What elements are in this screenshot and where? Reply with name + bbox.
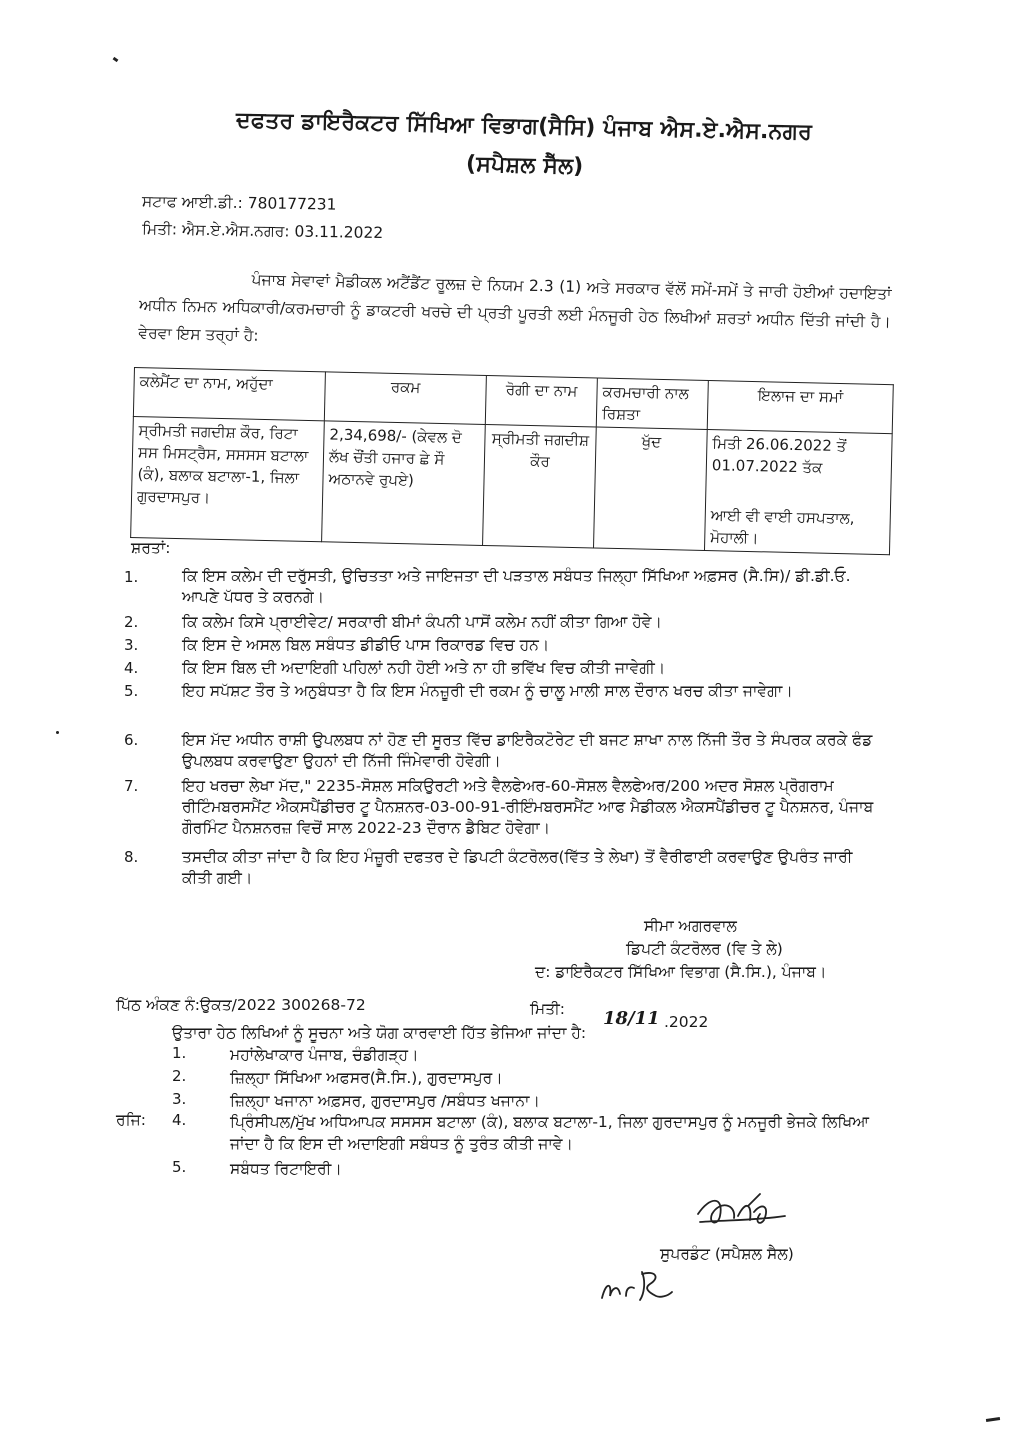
claimant-cell: ਸ੍ਰੀਮਤੀ ਜਗਦੀਸ਼ ਕੌਰ, ਰਿਟਾ ਸਸ ਮਿਸਟ੍ਰੈਸ, ਸਸਸਸ ਬਟਾਲਾ (ਕੰ), ਬਲਾਕ ਬਟਾਲਾ-1, ਜਿਲਾ ਗੁਰਦਾਸਪੁਰ।: [131, 416, 325, 541]
condition-text: ਕਿ ਇਸ ਬਿਲ ਦੀ ਅਦਾਇਗੀ ਪਹਿਲਾਂ ਨਹੀ ਹੋਈ ਅਤੇ ਨਾ ਹੀ ਭਵਿੱਖ ਵਿਚ ਕੀਤੀ ਜਾਵੇਗੀ।: [182, 659, 666, 677]
condition-number: 7.: [124, 777, 139, 795]
patient-cell: ਸ੍ਰੀਮਤੀ ਜਗਦੀਸ਼ ਕੌਰ: [483, 424, 597, 547]
recipient-number: 5.: [172, 1158, 187, 1176]
condition-text: ਤਸਦੀਕ ਕੀਤਾ ਜਾਂਦਾ ਹੈ ਕਿ ਇਹ ਮੰਜ਼ੂਰੀ ਦਫਤਰ ਦੇ ਡਿਪਟੀ ਕੰਟਰੋਲਰ(ਵਿੱਤ ਤੇ ਲੇਖਾ) ਤੋਂ ਵੈਰੀਫਾਈ ਕਰਵਾਉਣ ਉਪਰੰਤ ਜਾਰੀ ਕੀਤੀ ਗਈ।: [182, 848, 853, 887]
intro-paragraph: ਪੰਜਾਬ ਸੇਵਾਵਾਂ ਮੈਡੀਕਲ ਅਟੈਂਡੈਂਟ ਰੂਲਜ਼ ਦੇ ਨਿਯਮ 2.3 (1) ਅਤੇ ਸਰਕਾਰ ਵੱਲੋਂ ਸਮੇਂ-ਸਮੇਂ ਤੇ ਜਾਰੀ ਹੋਈਆਂ ਹਦਾਇਤਾਂ ਅਧੀਨ ਨਿਮਨ ਅਧਿਕਾਰੀ/ਕਰਮਚਾਰੀ ਨੂੰ ਡਾਕਟਰੀ ਖਰਚੇ ਦੀ ਪ੍ਰਤੀ ਪੂਰਤੀ ਲਈ ਮੰਨਜੂਰੀ ਹੇਠ ਲਿਖੀਆਂ ਸ਼ਰਤਾਂ ਅਧੀਨ ਦਿੱਤੀ ਜਾਂਦੀ ਹੈ। ਵੇਰਵਾ ਇਸ ਤਰ੍ਹਾਂ ਹੈ:: [138, 270, 892, 345]
header-claimant: ਕਲੇਮੈਂਟ ਦਾ ਨਾਮ, ਅਹੁੱਦਾ: [133, 368, 325, 421]
condition-number: 8.: [124, 848, 139, 866]
superintendent-title: ਸੁਪਰਡੰਟ (ਸਪੈਸ਼ਲ ਸੈਲ): [660, 1245, 794, 1263]
staff-id: ਸਟਾਫ ਆਈ.ਡੀ.: 780177231: [141, 192, 337, 214]
endorsement-date-year: .2022: [664, 1013, 709, 1031]
header-patient: ਰੋਗੀ ਦਾ ਨਾਮ: [485, 375, 597, 427]
table-row: [131, 416, 893, 554]
condition-text: ਇਸ ਮੱਦ ਅਧੀਨ ਰਾਸ਼ੀ ਉਪਲਬਧ ਨਾਂ ਹੋਣ ਦੀ ਸੂਰਤ ਵਿੱਚ ਡਾਇਰੈਕਟੋਰੇਟ ਦੀ ਬਜਟ ਸ਼ਾਖਾ ਨਾਲ ਨਿੱਜੀ ਤੌਰ ਤੇ ਸੰਪਰਕ ਕਰਕੇ ਫੰਡ ਉਪਲਬਧ ਕਰਵਾਉਣਾ ਉਹਨਾਂ ਦੀ ਨਿੱਜੀ ਜਿੰਮੇਵਾਰੀ ਹੋਵੇਗੀ।: [182, 731, 873, 770]
page-title: ਦਫਤਰ ਡਾਇਰੈਕਟਰ ਸਿੱਖਿਆ ਵਿਭਾਗ(ਸੈਸਿ) ਪੰਜਾਬ ਐਸ.ਏ.ਐਸ.ਨਗਰ: [235, 107, 813, 146]
treatment-period: ਮਿਤੀ 26.06.2022 ਤੋਂ 01.07.2022 ਤੱਕ: [711, 434, 847, 477]
amount-cell: 2,34,698/- (ਕੇਵਲ ਦੋ ਲੱਖ ਚੌਂਤੀ ਹਜਾਰ ਛੇ ਸੌ ਅਠਾਨਵੇ ਰੁਪਏ): [322, 421, 486, 546]
endorsement-date-handwritten: 18/11: [603, 1008, 660, 1029]
condition-text: ਕਿ ਇਸ ਦੇ ਅਸਲ ਬਿਲ ਸਬੰਧਤ ਡੀਡੀਓ ਪਾਸ ਰਿਕਾਰਡ ਵਿਚ ਹਨ।: [182, 636, 550, 654]
page-subtitle: (ਸਪੈਸ਼ਲ ਸੈੱਲ): [465, 151, 584, 180]
condition-number: 6.: [124, 731, 139, 749]
recipient-text: ਪ੍ਰਿੰਸੀਪਲ/ਮੁੱਖ ਅਧਿਆਪਕ ਸਸਸਸ ਬਟਾਲਾ (ਕੰ), ਬਲਾਕ ਬਟਾਲਾ-1, ਜਿਲਾ ਗੁਰਦਾਸਪੁਰ ਨੂੰ ਮਨਜੂਰੀ ਭੇਜਕੇ ਲਿਖਿਆ ਜਾਂਦਾ ਹੈ ਕਿ ਇਸ ਦੀ ਅਦਾਇਗੀ ਸਬੰਧਤ ਨੂੰ ਤੁਰੰਤ ਕੀਤੀ ਜਾਵੇ।: [230, 1113, 870, 1153]
header-relation: ਕਰਮਚਾਰੀ ਨਾਲ ਰਿਸ਼ਤਾ: [596, 378, 708, 430]
hospital-name: ਆਈ ਵੀ ਵਾਈ ਹਸਪਤਾਲ, ਮੋਹਾਲੀ।: [710, 506, 855, 548]
signatory-name: ਸੀਮਾ ਅਗਰਵਾਲ: [644, 917, 737, 935]
conditions-label: ਸ਼ਰਤਾਂ:: [131, 539, 171, 557]
recipient-text: ਸਬੰਧਤ ਰਿਟਾਇਰੀ।: [230, 1160, 342, 1178]
condition-number: 3.: [124, 636, 139, 654]
signatory-designation: ਡਿਪਟੀ ਕੰਟਰੋਲਰ (ਵਿ ਤੇ ਲੇ): [626, 940, 783, 958]
scan-speck: [113, 57, 119, 62]
condition-number: 2.: [124, 613, 139, 631]
header-amount: ਰਕਮ: [324, 372, 486, 425]
header-period: ਇਲਾਜ ਦਾ ਸਮਾਂ: [707, 381, 893, 434]
condition-text: ਇਹ ਸਪੱਸ਼ਟ ਤੌਰ ਤੇ ਅਨੁਬੰਧਤਾ ਹੈ ਕਿ ਇਸ ਮੰਨਜ਼ੂਰੀ ਦੀ ਰਕਮ ਨੂੰ ਚਾਲੂ ਮਾਲੀ ਸਾਲ ਦੌਰਾਨ ਖਰਚ ਕੀਤਾ ਜਾਵੇਗਾ।: [182, 682, 793, 700]
condition-number: 5.: [124, 682, 139, 700]
relation-cell: ਖੁੱਦ: [594, 427, 708, 550]
condition-text: ਇਹ ਖਰਚਾ ਲੇਖਾ ਮੱਦ," 2235-ਸੋਸ਼ਲ ਸਕਿਉਰਟੀ ਅਤੇ ਵੈਲਫੇਅਰ-60-ਸੋਸ਼ਲ ਵੈਲਫੇਅਰ/200 ਅਦਰ ਸੋਸ਼ਲ ਪ੍ਰੋਗਰਾਮ ਰੀਟਿੰਮਬਰਸਮੈਂਟ ਐਕਸਪੈਂਡੀਚਰ ਟੂ ਪੈਨਸ਼ਨਰ-03-00-91-ਰੀਇੰਮਬਰਸਮੈਂਟ ਆਫ ਮੈਡੀਕਲ ਐਕਸਪੈਂਡੀਚਰ ਟੂ ਪੈਨਸ਼ਨਰ, ਪੰਜਾਬ ਗੌਰਮਿੰਟ ਪੈਨਸ਼ਨਰਜ਼ ਵਿਚੋਂ ਸਾਲ 2022-23 ਦੌਰਾਨ ਡੈਬਿਟ ਹੋਵੇਗਾ।: [182, 777, 874, 837]
initials-image: [598, 1262, 678, 1307]
claim-table: [130, 367, 894, 555]
signature-image: [690, 1186, 790, 1236]
recipient-text: ਮਹਾਂਲੇਖਾਕਾਰ ਪੰਜਾਬ, ਚੰਡੀਗੜ੍ਹ।: [230, 1046, 419, 1064]
endorsement-date-label: ਮਿਤੀ:: [530, 1000, 565, 1018]
condition-number: 1.: [124, 568, 139, 586]
condition-text: ਕਿ ਇਸ ਕਲੇਮ ਦੀ ਦਰੁੱਸਤੀ, ਉਚਿਤਤਾ ਅਤੇ ਜਾਇਜਤਾ ਦੀ ਪੜਤਾਲ ਸਬੰਧਤ ਜਿਲ੍ਹਾ ਸਿੱਖਿਆ ਅਫ਼ਸਰ (ਸੈ.ਸਿ)/ ਡੀ.ਡੀ.ਓ. ਆਪਣੇ ਪੱਧਰ ਤੇ ਕਰਨਗੇ।: [182, 567, 851, 606]
signatory-office: ਦ: ਡਾਇਰੈਕਟਰ ਸਿੱਖਿਆ ਵਿਭਾਗ (ਸੈ.ਸਿ.), ਪੰਜਾਬ।: [535, 963, 827, 981]
issue-date: ਮਿਤੀ: ਐਸ.ਏ.ਐਸ.ਨਗਰ: 03.11.2022: [141, 219, 384, 243]
condition-number: 4.: [124, 659, 139, 677]
scan-speck: [986, 1417, 1000, 1422]
scan-speck: [56, 731, 59, 734]
recipient-number: 4.: [172, 1111, 187, 1129]
recipient-text: ਜ਼ਿਲ੍ਹਾ ਖਜਾਨਾ ਅਫ਼ਸਰ, ਗੁਰਦਾਸਪੁਰ /ਸਬੰਧਤ ਖਜਾਨਾ।: [230, 1092, 540, 1110]
recipient-text: ਜ਼ਿਲ੍ਹਾ ਸਿੱਖਿਆ ਅਫਸਰ(ਸੈ.ਸਿ.), ਗੁਰਦਾਸਪੁਰ।: [230, 1069, 503, 1087]
recipient-number: 3.: [172, 1090, 187, 1108]
endorsement-intro: ਉਤਾਰਾ ਹੇਠ ਲਿਖਿਆਂ ਨੂੰ ਸੂਚਨਾ ਅਤੇ ਯੋਗ ਕਾਰਵਾਈ ਹਿੱਤ ਭੇਜਿਆ ਜਾਂਦਾ ਹੈ:: [172, 1024, 587, 1042]
period-cell: [704, 430, 892, 555]
endorsement-number: ਪਿੱਠ ਅੰਕਣ ਨੰ:ਉਕਤ/2022 300268-72: [116, 996, 366, 1014]
recipient-number: 1.: [172, 1044, 187, 1062]
condition-text: ਕਿ ਕਲੇਮ ਕਿਸੇ ਪ੍ਰਾਈਵੇਟ/ ਸਰਕਾਰੀ ਬੀਮਾਂ ਕੰਪਨੀ ਪਾਸੋਂ ਕਲੇਮ ਨਹੀਂ ਕੀਤਾ ਗਿਆ ਹੋਵੇ।: [182, 613, 662, 631]
registered-label: ਰਜਿ:: [116, 1111, 146, 1129]
recipient-number: 2.: [172, 1067, 187, 1085]
